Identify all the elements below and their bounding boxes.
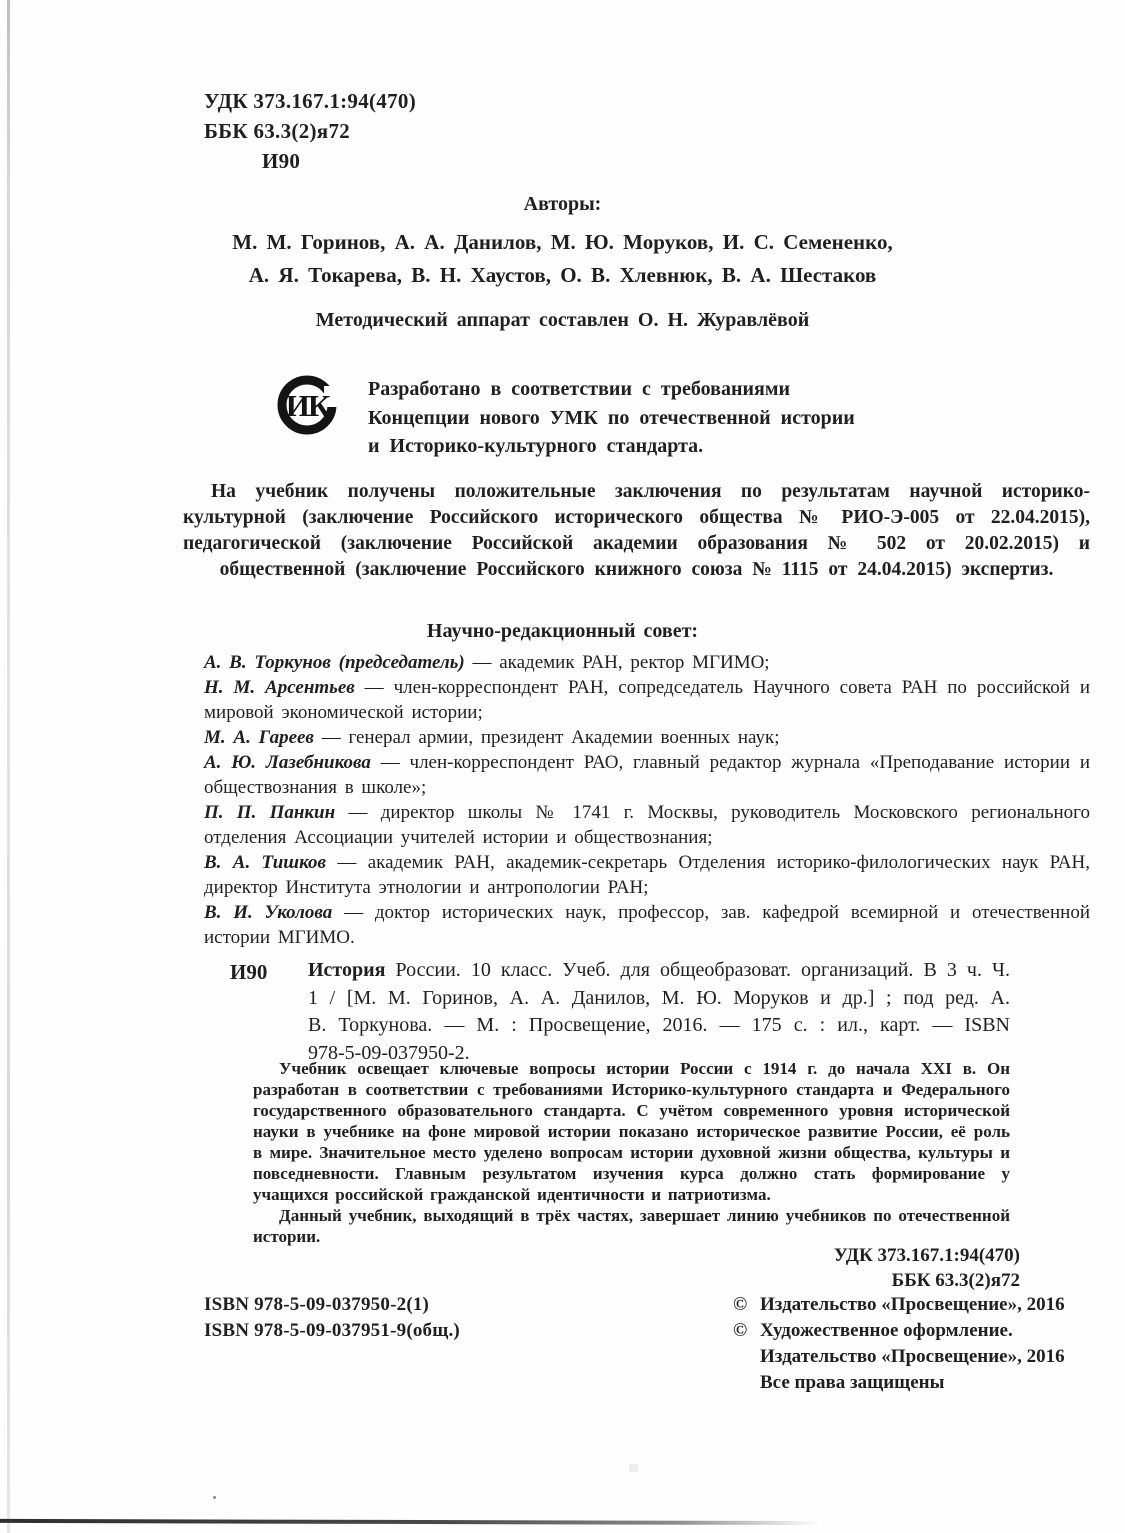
developed-note xyxy=(368,375,1008,461)
board-entry xyxy=(204,725,1090,750)
expertise-text: (заключение Российского книжного союза № 1115 от 24.04.2015) экспертиз. xyxy=(345,559,1054,580)
expertise-paragraph xyxy=(183,479,1090,583)
authors-line-2: А. Я. Токарева, В. Н. Хаустов, О. В. Хлевнюк, В. А. Шестаков xyxy=(248,263,877,287)
board-member-desc: — директор школы № 1741 г. Москвы, руководитель Московского регионального отделения Ассоциации учителей истории и обществознания; xyxy=(204,802,1090,848)
copyright-text: Издательство «Просвещение», 2016 xyxy=(760,1294,1065,1315)
annotation-paragraph-2: Данный учебник, выходящий в трёх частях, завершает линию учебников по отечественной истории. xyxy=(253,1206,1010,1246)
copyright-text: Все права защищены xyxy=(760,1372,945,1393)
expertise-bold-scientific: научной историко-культурной xyxy=(183,481,1091,528)
board-member-desc: — академик РАН, ректор МГИМО; xyxy=(464,652,770,673)
scan-dot xyxy=(213,1496,216,1499)
board-entry xyxy=(204,800,1090,850)
udk-code: УДК 373.167.1:94(470) xyxy=(204,89,416,113)
board-member-desc: — член-корреспондент РАО, главный редактор журнала «Преподавание истории и обществознания в школе»; xyxy=(204,752,1090,798)
board-member-name: В. И. Уколова xyxy=(204,902,333,923)
bbk-code: ББК 63.3(2)я72 xyxy=(204,119,351,143)
board-member-desc: — генерал армии, президент Академии военных наук; xyxy=(313,727,780,748)
catalog-code-top: И90 xyxy=(262,149,301,173)
ik-logo-letters: ИК xyxy=(285,388,329,423)
expertise-bold-public: общественной xyxy=(219,559,346,580)
board-member-name: А. Ю. Лазебникова xyxy=(204,752,371,773)
copyright-symbol xyxy=(733,1344,760,1370)
board-heading: Научно-редакционный совет: xyxy=(426,620,699,642)
expertise-text: На учебник получены положительные заключения по результатам xyxy=(211,481,910,502)
ik-logo-svg xyxy=(276,372,342,438)
authors-line-1: М. М. Горинов, А. А. Данилов, М. Ю. Моруков, И. С. Семененко, xyxy=(232,230,893,254)
expertise-bold-pedagogical: педагогической xyxy=(183,533,321,554)
authors-heading: Авторы: xyxy=(523,193,602,215)
ik-standard-logo-icon xyxy=(276,372,342,438)
copyright-symbol: © xyxy=(733,1320,748,1341)
isbn-common: ISBN 978-5-09-037951-9(общ.) xyxy=(204,1320,460,1341)
board-entry xyxy=(204,750,1090,800)
bottom-classification-codes xyxy=(0,1243,1020,1293)
board-member-desc: — академик РАН, академик-секретарь Отделения историко-филологических наук РАН, директор Института этнологии и антропологии РАН; xyxy=(204,852,1090,898)
bibliographic-entry xyxy=(308,957,1010,1067)
isbn-block xyxy=(204,1292,460,1344)
board-member-name: Н. М. Арсентьев xyxy=(204,677,355,698)
authors-list xyxy=(0,226,1125,292)
board-entry xyxy=(204,900,1090,950)
bibliographic-title-bold: История xyxy=(308,959,386,981)
scan-speck xyxy=(629,1464,638,1472)
board-entry xyxy=(204,850,1090,900)
bibliographic-entry-rest: России. 10 класс. Учеб. для общеобразоват. организаций. В 3 ч. Ч. 1 / [М. М. Горинов, А. А. Данилов, М. Ю. Моруков и др.] ; под ред. А. В. Торкунова. — М. : Просвещение, 2016. — 175 с. : ил., карт. — ISBN 978-5-09-037950-2. xyxy=(308,959,1010,1064)
board-member-name: А. В. Торкунов (председатель) xyxy=(204,652,465,673)
udk-code-bottom: УДК 373.167.1:94(470) xyxy=(833,1245,1020,1266)
copyright-text: Художественное оформление. xyxy=(760,1320,1013,1341)
board-entry xyxy=(204,675,1090,725)
methodical-note: Методический аппарат составлен О. Н. Журавлёвой xyxy=(315,309,810,331)
copyright-symbol: © xyxy=(733,1294,748,1315)
copyright-block xyxy=(733,1292,1065,1396)
expertise-text: (заключение Российской академии образования № 502 от 20.02.2015) и xyxy=(320,533,1090,554)
bbk-code-bottom: ББК 63.3(2)я72 xyxy=(891,1270,1020,1291)
board-entry xyxy=(204,650,1090,675)
board-member-desc: — доктор исторических наук, профессор, зав. кафедрой всемирной и отечественной истории МГИМО. xyxy=(204,902,1090,948)
developed-line-3: и Историко-культурного стандарта. xyxy=(368,435,704,457)
board-member-name: П. П. Панкин xyxy=(204,802,336,823)
copyright-row xyxy=(733,1292,1065,1318)
developed-line-2: Концепции нового УМК по отечественной истории xyxy=(368,406,855,429)
isbn-part: ISBN 978-5-09-037950-2(1) xyxy=(204,1294,430,1315)
copyright-row xyxy=(733,1370,1065,1396)
board-member-name: В. А. Тишков xyxy=(204,852,326,873)
copyright-text: Издательство «Просвещение», 2016 xyxy=(760,1346,1065,1367)
copyright-row xyxy=(733,1318,1065,1344)
annotation-paragraph-1: Учебник освещает ключевые вопросы истории России с 1914 г. до начала XXI в. Он разработан в соответствии с требованиями Историко-культурного стандарта и Федерального государственного образовательного стандарта. С учётом современного уровня исторической науки в учебнике на фоне мировой истории показано историческое развитие России, её роль в мире. Значительное место уделено вопросам истории духовной жизни общества, культуры и повседневности. Главным результатом изучения курса должно стать формирование у учащихся российской гражданской идентичности и патриотизма. xyxy=(253,1059,1010,1204)
expertise-text: (заключение Российского исторического общества № РИО-Э-005 от 22.04.2015), xyxy=(285,507,1090,528)
developed-line-1: Разработано в соответствии с требованиями xyxy=(368,378,790,400)
board-member-desc: — член-корреспондент РАН, сопредседатель Научного совета РАН по российской и мировой экономической истории; xyxy=(204,677,1090,723)
page-bottom-edge-line xyxy=(0,1519,820,1525)
board-member-name: М. А. Гареев xyxy=(204,727,314,748)
top-classification-codes xyxy=(204,86,416,176)
copyright-row xyxy=(733,1344,1065,1370)
annotation-block xyxy=(253,1058,1010,1247)
editorial-board-list xyxy=(204,650,1090,950)
catalog-code-margin: И90 xyxy=(230,960,268,984)
copyright-symbol xyxy=(733,1370,760,1396)
